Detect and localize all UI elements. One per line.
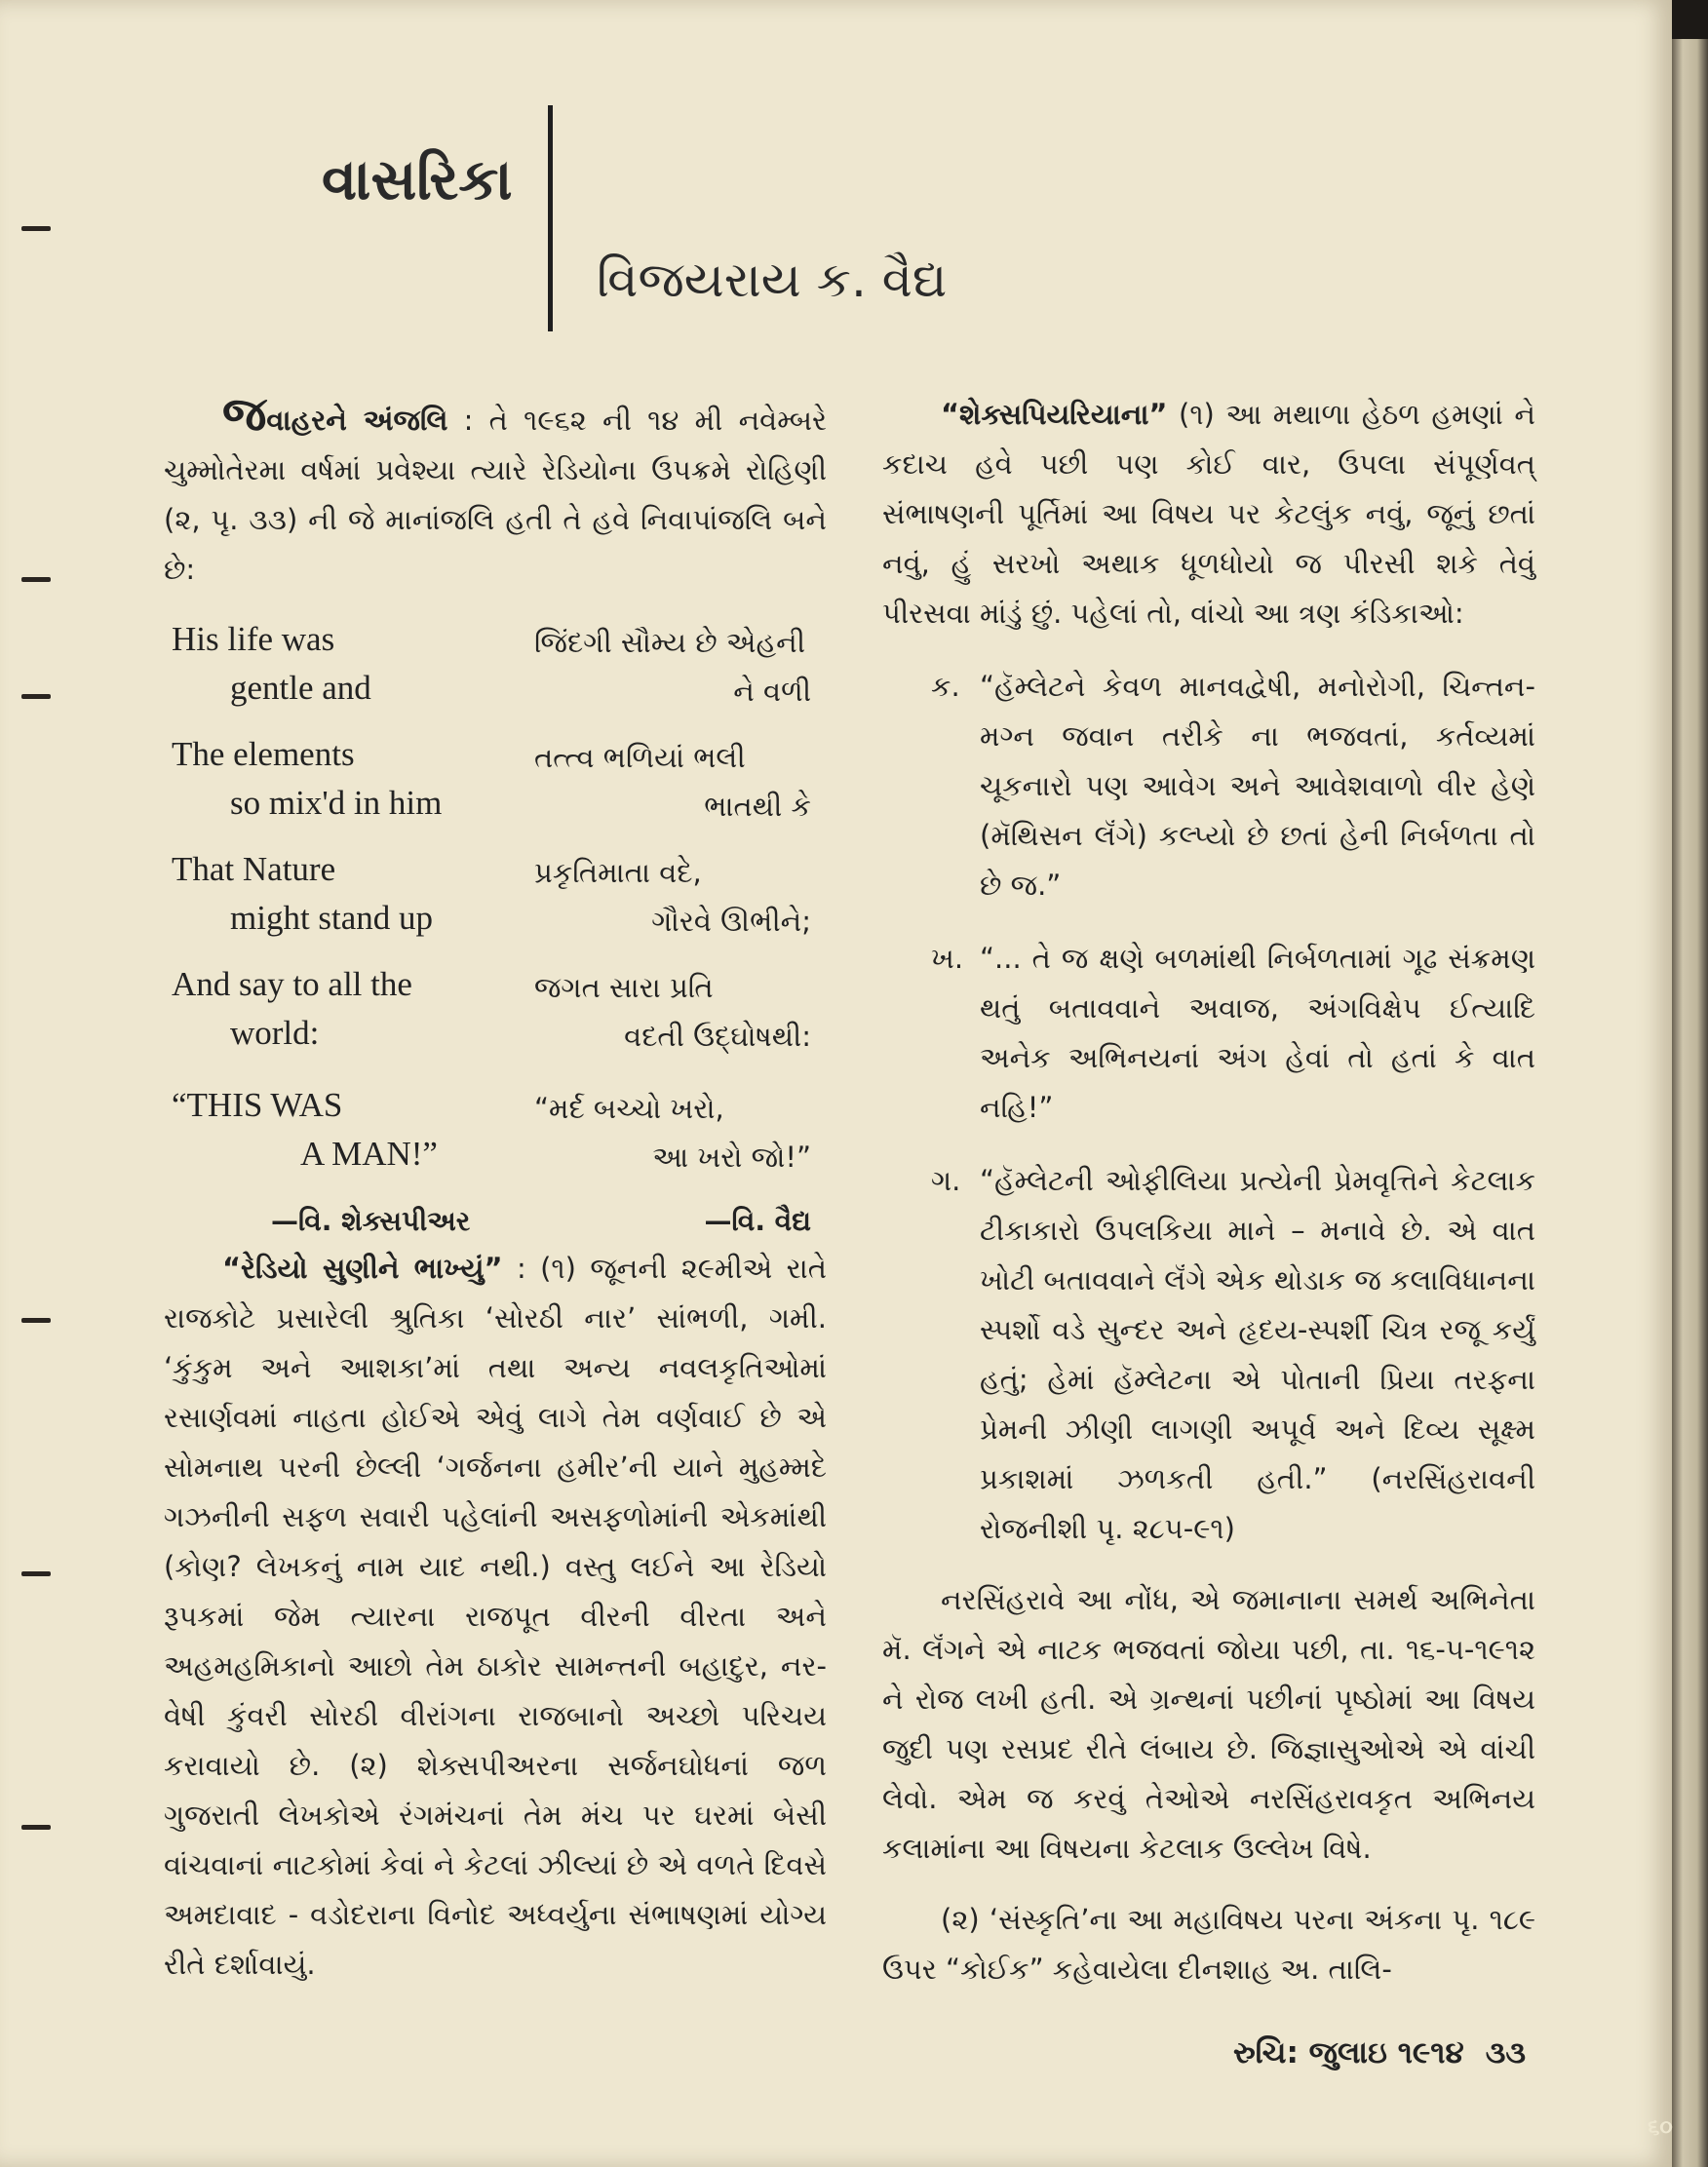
author-name: વિજયરાય ક. વૈદ્ય <box>597 252 948 308</box>
quote-text: “હૅમ્લેટને કેવળ માનવદ્વેષી, મનોરોગી, ચિન્તન-મગ્ન જવાન તરીકે ના ભજવતાં, કર્તવ્યમાં ચૂકનારો પણ આવેગ અને આવેશવાળો વીર હેણે (મૅથિસન લૅંગે) કલ્પ્યો છે છતાં હેની નિર્બળતા તો છે જ.” <box>980 670 1535 902</box>
signature-vaidya: —વિ. વૈદ્ય <box>704 1205 811 1237</box>
poem-english-line: world: <box>230 1014 320 1052</box>
quote-marker: ખ. <box>931 942 964 975</box>
poem-english-line: so mix'd in him <box>230 784 443 822</box>
quote-item <box>882 934 1535 1133</box>
quote-marker: ક. <box>931 670 960 703</box>
paragraph-shakespeariana <box>882 390 1535 638</box>
binding-hole <box>21 226 51 231</box>
binding-hole <box>21 577 51 582</box>
binding-hole <box>21 1571 51 1576</box>
page-footer <box>1233 2035 1526 2071</box>
poem-english-line: And say to all the <box>172 965 412 1003</box>
poem-gujarati-line: “મર્દ બચ્ચો ખરો, <box>534 1092 724 1125</box>
next-page-edge <box>1672 39 1708 2167</box>
signature-shakespeare: —વિ. શેક્સપીઅર <box>271 1205 471 1237</box>
paragraph-radio <box>164 1244 827 1990</box>
paragraph-text: : (૧) જૂનની ૨૯મીએ રાતે રાજકોટે પ્રસારેલી શ્રુતિકા ‘સોરઠી નાર’ સાંભળી, ગમી. ‘કુંકુમ અને આશકા’માં તથા અન્ય નવલકૃતિઓમાં રસાર્ણવમાં નાહતા હોઈએ એવું લાગે તેમ વર્ણવાઈ છે એ સોમનાથ પરની છેલ્લી ‘ગર્જનના હમીર’ની યાને મુહમ્મદે ગઝનીની સફળ સવારી પહેલાંની અસફળોમાંની એકમાંથી (કોણ? લેખકનું નામ યાદ નથી.) વસ્તુ લઈને આ રેડિયો રૂપકમાં જેમ ત્યારના રાજપૂત વીરની વીરતા અને અહમહમિકાનો આછો તેમ ઠાકોર સામન્તની બહાદુર, નર-વેષી કુંવરી સોરઠી વીરાંગના રાજબાનો અચ્છો પરિચય કરાવાયો છે. (૨) શેક્સપીઅરના સર્જનઘોધનાં જળ ગુજરાતી લેખકોએ રંગમંચનાં તેમ મંચ પર ઘરમાં બેસી વાંચવાનાં નાટકોમાં કેવાં ને કેટલાં ઝીલ્યાં છે એ વળતે દિવસે અમદાવાદ - વડોદરાના વિનોદ અધ્વર્યુના સંભાષણમાં યોગ્ય રીતે દર્શાવાયું. <box>164 1252 828 1981</box>
poem-english-line: The elements <box>172 735 355 773</box>
poem-gujarati-line: પ્રકૃતિમાતા વદે, <box>534 856 702 889</box>
poem-stanza <box>164 965 827 1063</box>
poem-english-line: That Nature <box>172 850 336 888</box>
header-divider <box>548 105 553 331</box>
poem-gujarati-line: ભાતથી કે <box>704 790 811 823</box>
paragraph-text: (૧) આ મથાળા હેઠળ હમણાં ને કદાચ હવે પછી પણ કોઈ વાર, ઉપલા સંપૂર્ણવત્ સંભાષણની પૂર્તિમાં આ વિષય પર કેટલુંક નવું, જૂનું છતાં નવું, હું સરખો અથાક ધૂળધોયો જ પીરસી શકે તેવું પીરસવા માંડું છું. પહેલાં તો, વાંચો આ ત્રણ કંડિકાઓ: <box>882 398 1536 630</box>
journal-issue: રુચિ: જુલાઇ ૧૯૧૪ <box>1232 2035 1464 2070</box>
poem-english-line: gentle and <box>230 669 371 707</box>
paragraph-narsinhrao: નરસિંહરાવે આ નોંધ, એ જમાનાના સમર્થ અભિનેતા મૅ. લૅંગને એ નાટક ભજવતાં જોયા પછી, તા. ૧૬-૫-૧૯૧૨ ને રોજ લખી હતી. એ ગ્રન્થનાં પછીનાં પૃષ્ઠોમાં આ વિષય જુદી પણ રસપ્રદ રીતે લંબાય છે. જિજ્ઞાસુઓએ એ વાંચી લેવો. એમ જ કરવું તેઓએ નરસિંહરાવકૃત અભિનય કલામાંના આ વિષયના કેટલાક ઉલ્લેખ વિષે. <box>882 1583 1535 1865</box>
poem-english-line: might stand up <box>230 899 434 937</box>
binding-hole <box>21 1318 51 1323</box>
paragraph-sanskriti: (૨) ‘સંસ્કૃતિ’ના આ મહાવિષય પરના અંકના પૃ. ૧૮૯ ઉપર “કોઈક” કહેવાયેલા દીનશાહ અ. તાલિ- <box>882 1903 1535 1986</box>
poem-stanza <box>164 735 827 832</box>
paragraph-tribute <box>164 387 827 595</box>
corner-number: ૬૦ <box>1648 2115 1673 2140</box>
poem-gujarati-line: ગૌરવે ઊભીને; <box>651 905 811 938</box>
poem-gujarati-line: ને વળી <box>733 675 811 708</box>
page-number: ૩૩ <box>1485 2035 1526 2070</box>
poem-english-line: A MAN!” <box>300 1135 438 1173</box>
poem-gujarati-line: જિંદગી સૌમ્ય છે એહની <box>534 626 806 659</box>
binding-hole <box>21 1825 51 1830</box>
poem-stanza <box>164 1086 827 1183</box>
quote-item <box>882 662 1535 910</box>
paragraph-text: : તે ૧૯૬૨ ની ૧૪ મી નવેમ્બરે ચુમ્મોતેરમા વર્ષમાં પ્રવેશ્યા ત્યારે રેડિયોના ઉપક્રમે રોહિણી (૨, પૃ. ૩૩) ની જે માનાંજલિ હતી તે હવે નિવાપાંજલિ બને છે: <box>164 404 827 586</box>
quote-text: “હૅમ્લેટની ઓફીલિયા પ્રત્યેની પ્રેમવૃત્તિને કેટલાક ટીકાકારો ઉપલકિયા માને – મનાવે છે. એ વાત ખોટી બતાવવાને લૅંગે એક થોડાક જ કલાવિધાનના સ્પર્શો વડે સુન્દર અને હૃદય-સ્પર્શી ચિત્ર રજૂ કર્યું હતું; હેમાં હૅમ્લેટના એ પોતાની પ્રિયા તરફના પ્રેમની ઝીણી લાગણી અપૂર્વ અને દિવ્ય સૂક્ષ્મ પ્રકાશમાં ઝળકતી હતી.” (નરસિંહરાવની રોજનીશી પૃ. ૨૮૫-૯૧) <box>980 1164 1535 1545</box>
quote-marker: ગ. <box>931 1164 961 1197</box>
paragraph-heading: વાહરને અંજલિ <box>266 404 448 437</box>
right-column <box>882 390 1535 1994</box>
binding-hole <box>21 694 51 699</box>
left-column <box>164 387 828 1990</box>
drop-cap: જ <box>222 387 267 442</box>
poem-english-line: “THIS WAS <box>172 1086 343 1124</box>
poem <box>164 620 827 1244</box>
paragraph-heading: “શેક્સપિયરિયાના” <box>941 398 1168 431</box>
poem-english-line: His life was <box>172 620 335 658</box>
quote-item <box>882 1156 1535 1554</box>
poem-gujarati-line: તત્ત્વ ભળિયાં ભલી <box>534 741 746 774</box>
poem-stanza <box>164 850 827 948</box>
quote-text: “... તે જ ક્ષણે બળમાંથી નિર્બળતામાં ગૂઢ સંક્રમણ થતું બતાવવાને અવાજ, અંગવિક્ષેપ ઈત્યાદિ અનેક અભિનયનાં અંગ હેવાં તો હતાં કે વાત નહિ!” <box>980 942 1535 1124</box>
poem-gujarati-line: જગત સારા પ્રતિ <box>534 971 714 1004</box>
page-title: વાસરિકા <box>322 146 513 213</box>
poem-gujarati-line: વદતી ઉદ્‌ઘોષથી: <box>624 1020 811 1053</box>
poem-gujarati-line: આ ખરો જો!” <box>652 1141 811 1174</box>
paragraph-heading: “રેડિયો સુણીને ભાખ્યું” <box>222 1252 503 1285</box>
poem-stanza <box>164 620 827 717</box>
